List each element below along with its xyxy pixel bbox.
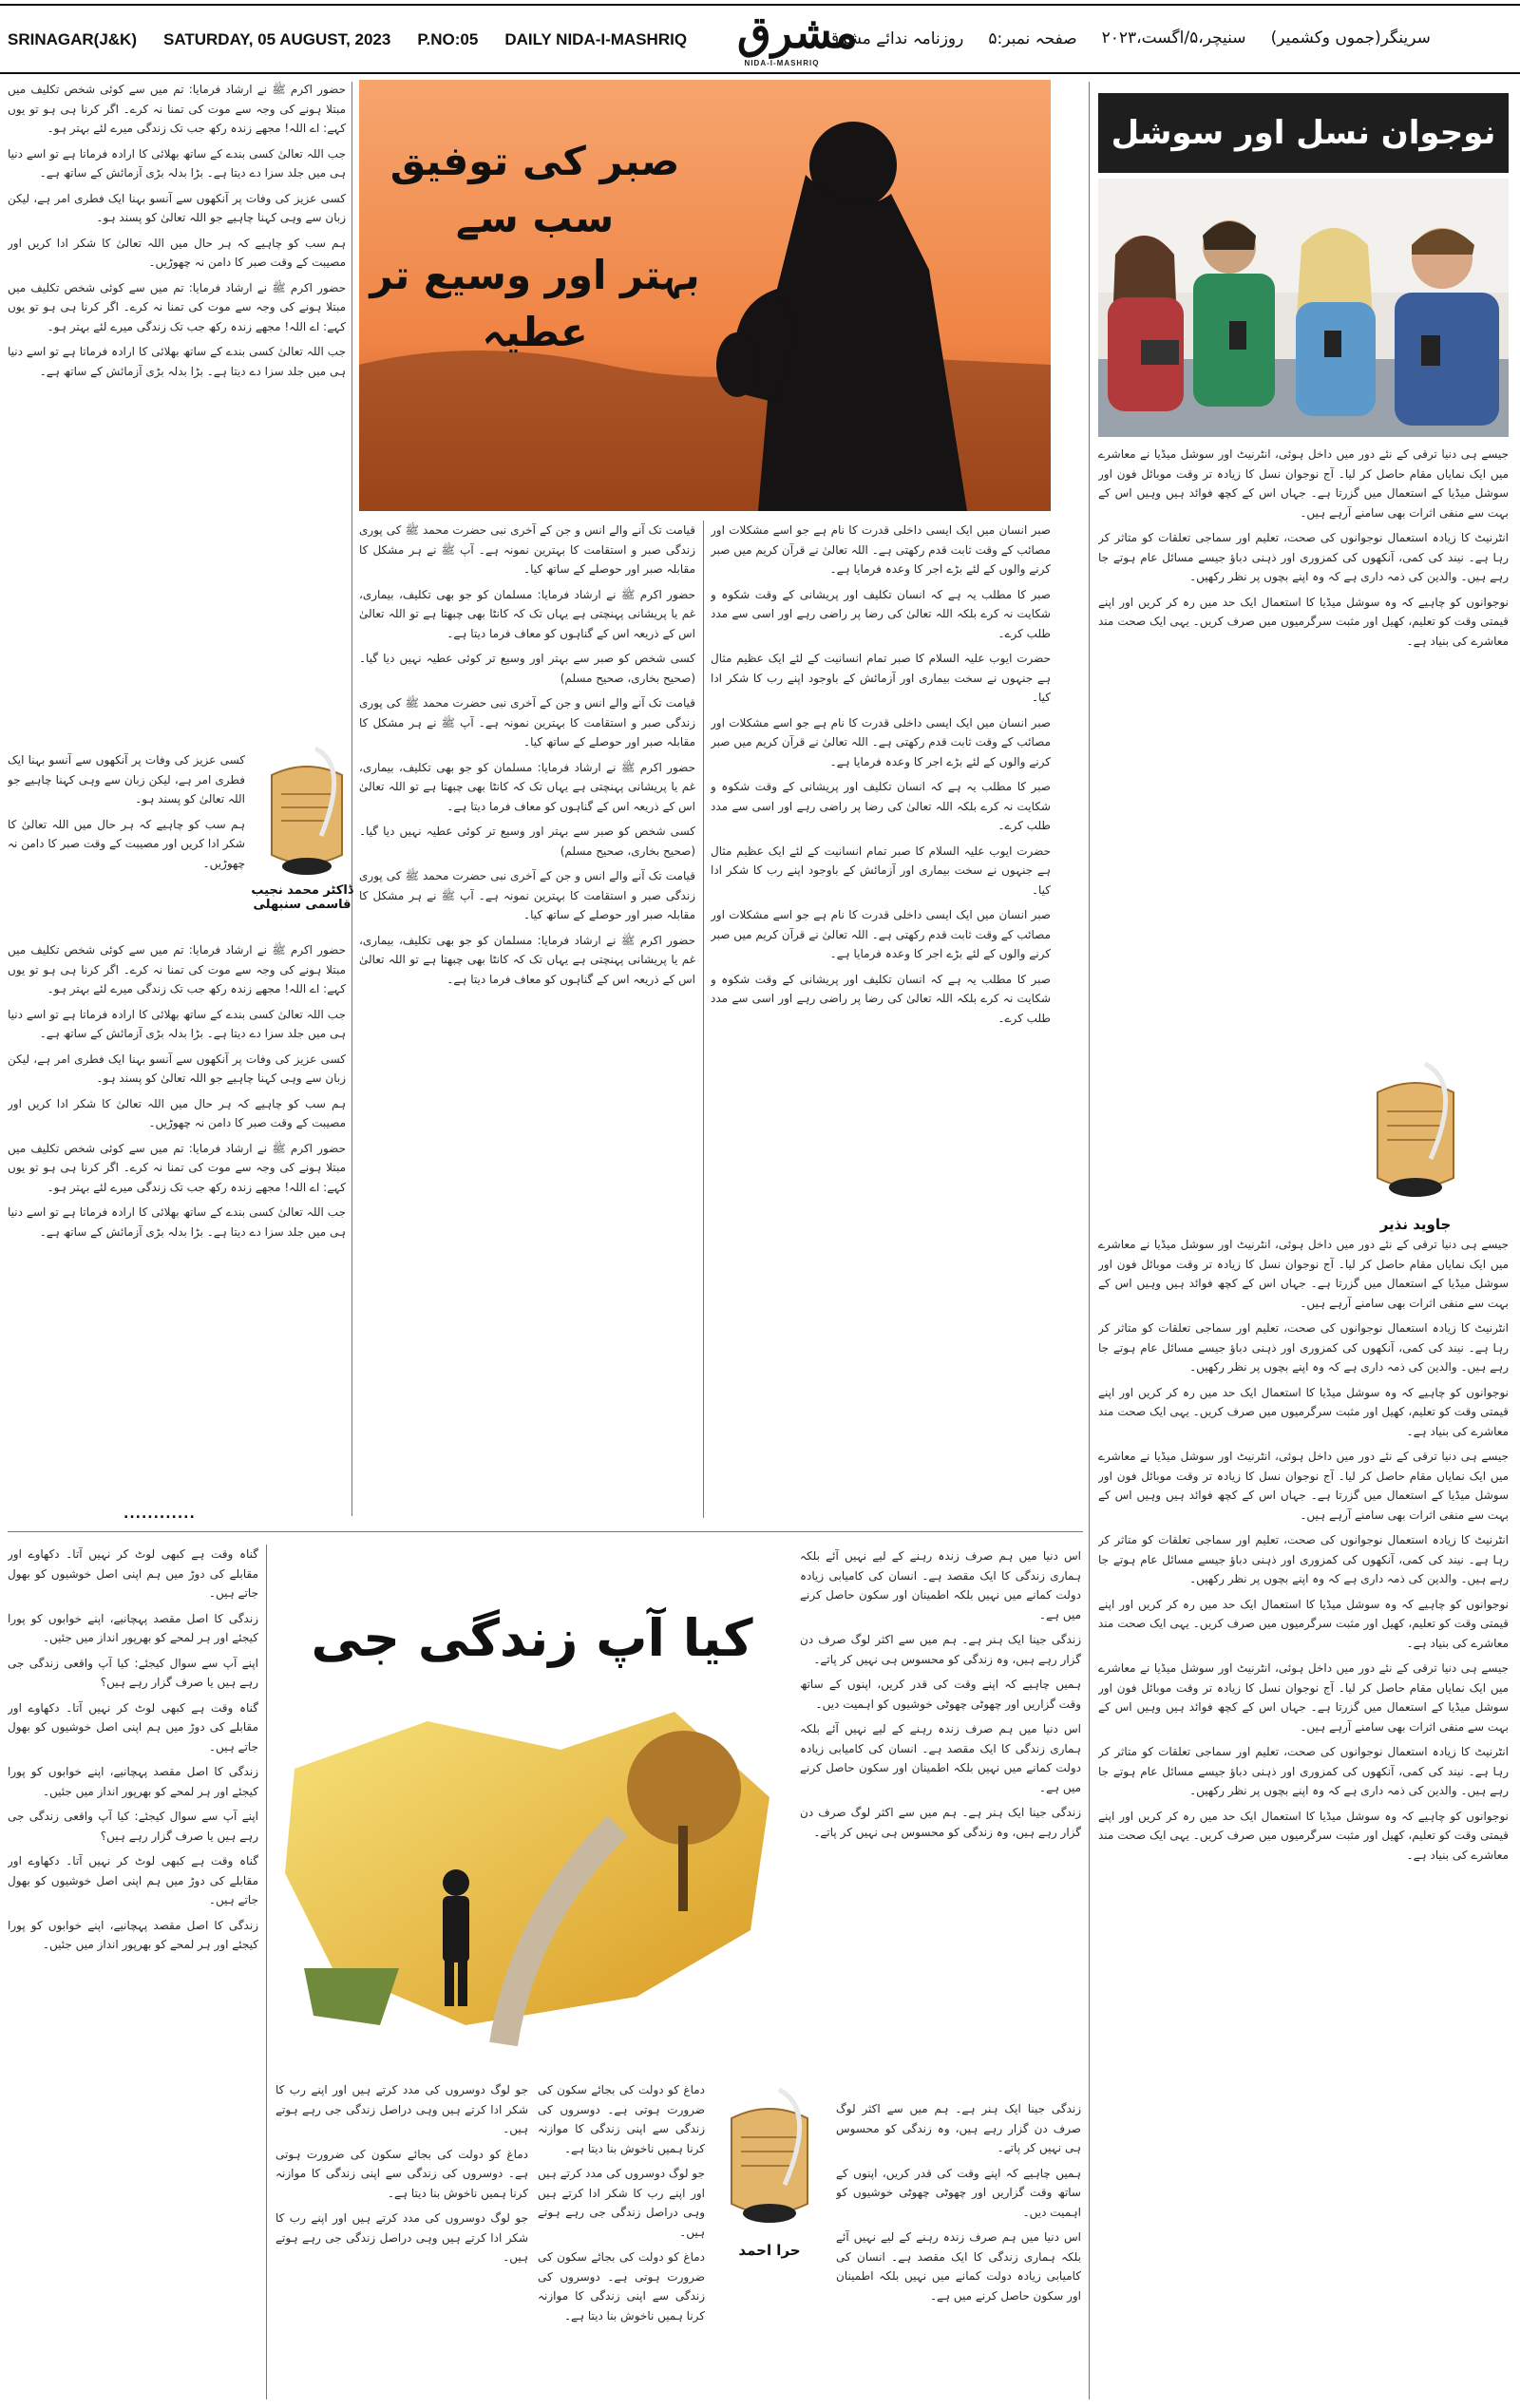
section-divider [8, 1531, 1083, 1532]
life-paragraph: گناہ وقت ہے کبھی لوٹ کر نہیں آتا۔ دکھاوے اور مقابلے کی دوڑ میں ہم اپنی اصل خوشیوں کو بھول جاتے ہیں۔ [8, 1700, 258, 1754]
author-scroll-quill-icon [255, 741, 359, 883]
youth-paragraph: جیسے ہی دنیا ترقی کے نئے دور میں داخل ہوئی، انٹرنیٹ اور سوشل میڈیا نے معاشرے میں ایک نمایاں مقام حاصل کر لیا۔ آج نوجوان نسل کا زیادہ تر وقت موبائل فون اور سوشل میڈیا کے استعمال میں گزرتا ہے۔ جہاں اس کے کچھ فوائد ہیں وہیں اس کے بہت سے منفی اثرات بھی سامنے آرہے ہیں۔ [1098, 1238, 1509, 1310]
life-paragraph: دماغ کو دولت کی بجائے سکون کی ضرورت ہوتی ہے۔ دوسروں کی زندگی سے اپنی زندگی کا موازنہ کرنا ہمیں ناخوش بنا دیتا ہے۔ [538, 2250, 705, 2323]
patience-paragraph: جب اللہ تعالیٰ کسی بندے کے ساتھ بھلائی کا ارادہ فرماتا ہے تو اسے دنیا ہی میں جلد سزا دے دیتا ہے۔ بڑا بدلہ بڑی آزمائش کے ساتھ ہے۔ [8, 345, 346, 378]
life-column-3 [8, 1545, 258, 2396]
logo-text: مشرق [737, 7, 858, 58]
masthead-date: SATURDAY, 05 AUGUST, 2023 [163, 30, 391, 48]
patience-column-1 [711, 521, 1051, 1518]
patience-paragraph: حضور اکرم ﷺ نے ارشاد فرمایا: تم میں سے کوئی شخص تکلیف میں مبتلا ہونے کی وجہ سے موت کی تمنا نہ کرے۔ اگر کرنا ہی ہو تو یوں کہے: اے اللہ! مجھے زندہ رکھ جب تک زندگی میرے لئے بہتر ہو۔ [8, 280, 346, 333]
patience-paragraph: ہم سب کو چاہیے کہ ہر حال میں اللہ تعالیٰ کا شکر ادا کریں اور مصیبت کے وقت صبر کا دامن نہ چھوڑیں۔ [8, 236, 346, 269]
patience-paragraph: کسی عزیز کی وفات پر آنکھوں سے آنسو بہنا ایک فطری امر ہے، لیکن زبان سے وہی کہنا چاہیے جو اللہ تعالیٰ کو پسند ہو۔ [8, 753, 245, 806]
patience-column-2 [359, 521, 695, 1518]
patience-paragraph: صبر انسان میں ایک ایسی داخلی قدرت کا نام ہے جو اسے مشکلات اور مصائب کے وقت ثابت قدم رکھتی ہے۔ اللہ تعالیٰ نے قرآن کریم میں صبر کرنے والوں کے لئے بڑے اجر کا وعدہ فرمایا ہے۔ [711, 908, 1051, 960]
life-paragraph: جو لوگ دوسروں کی مدد کرتے ہیں اور اپنے رب کا شکر ادا کرتے ہیں وہی دراصل زندگی جی رہے ہوتے ہیں۔ [276, 2083, 528, 2135]
patience-paragraph: حضور اکرم ﷺ نے ارشاد فرمایا: تم میں سے کوئی شخص تکلیف میں مبتلا ہونے کی وجہ سے موت کی تمنا نہ کرے۔ اگر کرنا ہی ہو تو یوں کہے: اے اللہ! مجھے زندہ رکھ جب تک زندگی میرے لئے بہتر ہو۔ [8, 1141, 346, 1194]
youth-body-bottom [1098, 1235, 1509, 2394]
masthead-place: SRINAGAR(J&K) [8, 30, 137, 48]
patience-paragraph: حضور اکرم ﷺ نے ارشاد فرمایا: تم میں سے کوئی شخص تکلیف میں مبتلا ہونے کی وجہ سے موت کی تمنا نہ کرے۔ اگر کرنا ہی ہو تو یوں کہے: اے اللہ! مجھے زندہ رکھ جب تک زندگی میرے لئے بہتر ہو۔ [8, 943, 346, 995]
patience-paragraph: جب اللہ تعالیٰ کسی بندے کے ساتھ بھلائی کا ارادہ فرماتا ہے تو اسے دنیا ہی میں جلد سزا دے دیتا ہے۔ بڑا بدلہ بڑی آزمائش کے ساتھ ہے۔ [8, 1007, 346, 1040]
patience-paragraph: قیامت تک آنے والے انس و جن کے آخری نبی حضرت محمد ﷺ کی پوری زندگی صبر و استقامت کا بہترین نمونہ ہے۔ آپ ﷺ نے ہر مشکل کا مقابلہ صبر اور حوصلے کے ساتھ کیا۔ [359, 869, 695, 921]
patience-paragraph: صبر کا مطلب یہ ہے کہ انسان تکلیف اور پریشانی کے وقت شکوہ و شکایت نہ کرے بلکہ اللہ تعالیٰ کی رضا پر راضی رہے اور اسی سے مدد طلب کرے۔ [711, 587, 1051, 640]
teenagers-with-phones-illustration [1098, 179, 1509, 437]
patience-paragraph: جب اللہ تعالیٰ کسی بندے کے ساتھ بھلائی کا ارادہ فرماتا ہے تو اسے دنیا ہی میں جلد سزا دے دیتا ہے۔ بڑا بدلہ بڑی آزمائش کے ساتھ ہے۔ [8, 1205, 346, 1239]
patience-paragraph: کسی شخص کو صبر سے بہتر اور وسیع تر کوئی عطیہ نہیں دیا گیا۔ (صحیح بخاری، صحیح مسلم) [359, 825, 695, 858]
masthead-bottom-rule [0, 72, 1520, 74]
patience-headline-line1: صبر کی توفیق سب سے [390, 138, 680, 241]
life-paragraph: ہمیں چاہیے کہ اپنے وقت کی قدر کریں، اپنوں کے ساتھ وقت گزاریں اور چھوٹی چھوٹی خوشیوں کو اہمیت دیں۔ [836, 2166, 1081, 2219]
life-paragraph: زندگی کا اصل مقصد پہچانیے، اپنے خوابوں کو پورا کیجئے اور ہر لمحے کو بھرپور انداز میں جئیں۔ [8, 1765, 258, 1798]
youth-paragraph: نوجوانوں کو چاہیے کہ وہ سوشل میڈیا کا استعمال ایک حد میں رہ کر کریں اور اپنے قیمتی وقت کو تعلیم، کھیل اور مثبت سرگرمیوں میں صرف کریں۔ یہی ایک صحت مند معاشرے کی بنیاد ہے۔ [1098, 1597, 1509, 1650]
masthead-urdu [826, 28, 1510, 48]
patience-paragraph: صبر انسان میں ایک ایسی داخلی قدرت کا نام ہے جو اسے مشکلات اور مصائب کے وقت ثابت قدم رکھتی ہے۔ اللہ تعالیٰ نے قرآن کریم میں صبر کرنے والوں کے لئے بڑے اجر کا وعدہ فرمایا ہے۔ [711, 523, 1051, 576]
masthead-paper: DAILY NIDA-I-MASHRIQ [504, 30, 688, 48]
life-paragraph: اس دنیا میں ہم صرف زندہ رہنے کے لیے نہیں آئے بلکہ ہماری زندگی کا ایک مقصد ہے۔ انسان کی کامیابی زیادہ دولت کمانے میں نہیں بلکہ اطمینان اور سکون حاصل کرنے میں ہے۔ [836, 2230, 1081, 2303]
youth-author: جاوید نذیر [1379, 1216, 1452, 1233]
patience-paragraph: حضور اکرم ﷺ نے ارشاد فرمایا: تم میں سے کوئی شخص تکلیف میں مبتلا ہونے کی وجہ سے موت کی تمنا نہ کرے۔ اگر کرنا ہی ہو تو یوں کہے: اے اللہ! مجھے زندہ رکھ جب تک زندگی میرے لئے بہتر ہو۔ [8, 83, 346, 135]
patience-paragraph: صبر کا مطلب یہ ہے کہ انسان تکلیف اور پریشانی کے وقت شکوہ و شکایت نہ کرے بلکہ اللہ تعالیٰ کی رضا پر راضی رہے اور اسی سے مدد طلب کرے۔ [711, 780, 1051, 832]
patience-paragraph: صبر کا مطلب یہ ہے کہ انسان تکلیف اور پریشانی کے وقت شکوہ و شکایت نہ کرے بلکہ اللہ تعالیٰ کی رضا پر راضی رہے اور اسی سے مدد طلب کرے۔ [711, 972, 1051, 1025]
life-paragraph: زندگی جینا ایک ہنر ہے۔ ہم میں سے اکثر لوگ صرف دن گزار رہے ہیں، وہ زندگی کو محسوس ہی نہیں کر پاتے۔ [800, 1633, 1081, 1666]
youth-paragraph: انٹرنیٹ کا زیادہ استعمال نوجوانوں کی صحت، تعلیم اور سماجی تعلقات کو متاثر کر رہا ہے۔ نیند کی کمی، آنکھوں کی کمزوری اور ذہنی دباؤ جیسے مسائل عام ہوتے جا رہے ہیں۔ والدین کی ذمہ داری ہے کہ وہ اپنے بچوں پر نظر رکھیں۔ [1098, 531, 1509, 583]
patience-headline [369, 133, 701, 361]
life-paragraph: زندگی کا اصل مقصد پہچانیے، اپنے خوابوں کو پورا کیجئے اور ہر لمحے کو بھرپور انداز میں جئیں۔ [8, 1918, 258, 1951]
masthead-place-urdu: سرینگر(جموں وکشمیر) [1270, 28, 1431, 47]
life-paragraph: اس دنیا میں ہم صرف زندہ رہنے کے لیے نہیں آئے بلکہ ہماری زندگی کا ایک مقصد ہے۔ انسان کی کامیابی زیادہ دولت کمانے میں نہیں بلکہ اطمینان اور سکون حاصل کرنے میں ہے۔ [800, 1549, 1081, 1621]
patience-author: ڈاکٹر محمد نجیب قاسمی سنبھلی [251, 883, 353, 912]
life-paragraph: اس دنیا میں ہم صرف زندہ رہنے کے لیے نہیں آئے بلکہ ہماری زندگی کا ایک مقصد ہے۔ انسان کی کامیابی زیادہ دولت کمانے میں نہیں بلکہ اطمینان اور سکون حاصل کرنے میں ہے۔ [800, 1722, 1081, 1794]
patience-column-3-bottom [8, 940, 346, 1501]
youth-paragraph: انٹرنیٹ کا زیادہ استعمال نوجوانوں کی صحت، تعلیم اور سماجی تعلقات کو متاثر کر رہا ہے۔ نیند کی کمی، آنکھوں کی کمزوری اور ذہنی دباؤ جیسے مسائل عام ہوتے جا رہے ہیں۔ والدین کی ذمہ داری ہے کہ وہ اپنے بچوں پر نظر رکھیں۔ [1098, 1321, 1509, 1374]
life-paragraph: زندگی جینا ایک ہنر ہے۔ ہم میں سے اکثر لوگ صرف دن گزار رہے ہیں، وہ زندگی کو محسوس ہی نہیں کر پاتے۔ [800, 1806, 1081, 1839]
author-scroll-quill-icon [1358, 1054, 1472, 1206]
youth-paragraph: نوجوانوں کو چاہیے کہ وہ سوشل میڈیا کا استعمال ایک حد میں رہ کر کریں اور اپنے قیمتی وقت کو تعلیم، کھیل اور مثبت سرگرمیوں میں صرف کریں۔ یہی ایک صحت مند معاشرے کی بنیاد ہے۔ [1098, 1385, 1509, 1438]
youth-paragraph: نوجوانوں کو چاہیے کہ وہ سوشل میڈیا کا استعمال ایک حد میں رہ کر کریں اور اپنے قیمتی وقت کو تعلیم، کھیل اور مثبت سرگرمیوں میں صرف کریں۔ یہی ایک صحت مند معاشرے کی بنیاد ہے۔ [1098, 595, 1509, 648]
life-paragraph: ہمیں چاہیے کہ اپنے وقت کی قدر کریں، اپنوں کے ساتھ وقت گزاریں اور چھوٹی چھوٹی خوشیوں کو اہمیت دیں۔ [800, 1678, 1081, 1711]
patience-paragraph: حضرت ایوب علیہ السلام کا صبر تمام انسانیت کے لئے ایک عظیم مثال ہے جنہوں نے سخت بیماری اور آزمائش کے باوجود اپنے رب کا شکر ادا کیا۔ [711, 652, 1051, 704]
man-on-road-illustration [276, 1683, 788, 2063]
life-paragraph: زندگی جینا ایک ہنر ہے۔ ہم میں سے اکثر لوگ صرف دن گزار رہے ہیں، وہ زندگی کو محسوس ہی نہیں کر پاتے۔ [836, 2102, 1081, 2154]
youth-headline: نوجوان نسل اور سوشل [1111, 114, 1496, 152]
patience-column-3-wrap [8, 750, 245, 921]
life-paragraph: جو لوگ دوسروں کی مدد کرتے ہیں اور اپنے رب کا شکر ادا کرتے ہیں وہی دراصل زندگی جی رہے ہوتے ہیں۔ [276, 2211, 528, 2264]
life-road-photo [276, 1683, 788, 2063]
column-divider [266, 1545, 267, 2399]
youth-paragraph: انٹرنیٹ کا زیادہ استعمال نوجوانوں کی صحت، تعلیم اور سماجی تعلقات کو متاثر کر رہا ہے۔ نیند کی کمی، آنکھوں کی کمزوری اور ذہنی دباؤ جیسے مسائل عام ہوتے جا رہے ہیں۔ والدین کی ذمہ داری ہے کہ وہ اپنے بچوں پر نظر رکھیں۔ [1098, 1533, 1509, 1585]
masthead-page: P.NO:05 [417, 30, 479, 48]
youth-paragraph: جیسے ہی دنیا ترقی کے نئے دور میں داخل ہوئی، انٹرنیٹ اور سوشل میڈیا نے معاشرے میں ایک نمایاں مقام حاصل کر لیا۔ آج نوجوان نسل کا زیادہ تر وقت موبائل فون اور سوشل میڈیا کے استعمال میں گزرتا ہے۔ جہاں اس کے کچھ فوائد ہیں وہیں اس کے بہت سے منفی اثرات بھی سامنے آرہے ہیں۔ [1098, 1661, 1509, 1734]
patience-paragraph: جب اللہ تعالیٰ کسی بندے کے ساتھ بھلائی کا ارادہ فرماتا ہے تو اسے دنیا ہی میں جلد سزا دے دیتا ہے۔ بڑا بدلہ بڑی آزمائش کے ساتھ ہے۔ [8, 146, 346, 180]
column-divider [703, 521, 704, 1518]
youth-headline-box [1098, 93, 1509, 173]
patience-paragraph: ہم سب کو چاہیے کہ ہر حال میں اللہ تعالیٰ کا شکر ادا کریں اور مصیبت کے وقت صبر کا دامن نہ چھوڑیں۔ [8, 817, 245, 870]
life-column-2 [538, 2080, 705, 2394]
patience-column-3-top [8, 80, 346, 745]
patience-paragraph: ہم سب کو چاہیے کہ ہر حال میں اللہ تعالیٰ کا شکر ادا کریں اور مصیبت کے وقت صبر کا دامن نہ چھوڑیں۔ [8, 1096, 346, 1129]
life-column-1-bottom [836, 2099, 1081, 2394]
youth-paragraph: نوجوانوں کو چاہیے کہ وہ سوشل میڈیا کا استعمال ایک حد میں رہ کر کریں اور اپنے قیمتی وقت کو تعلیم، کھیل اور مثبت سرگرمیوں میں صرف کریں۔ یہی ایک صحت مند معاشرے کی بنیاد ہے۔ [1098, 1809, 1509, 1862]
life-headline: کیا آپ زندگی جی [311, 1608, 753, 1668]
youth-body-top [1098, 445, 1509, 1052]
life-paragraph: گناہ وقت ہے کبھی لوٹ کر نہیں آتا۔ دکھاوے اور مقابلے کی دوڑ میں ہم اپنی اصل خوشیوں کو بھول جاتے ہیں۔ [8, 1547, 258, 1600]
patience-headline-line2: بہتر اور وسیع تر عطیہ [370, 252, 700, 355]
newspaper-logo [737, 6, 858, 74]
youth-phones-photo [1098, 179, 1509, 437]
life-author: حرا احمد [738, 2242, 801, 2259]
youth-paragraph: جیسے ہی دنیا ترقی کے نئے دور میں داخل ہوئی، انٹرنیٹ اور سوشل میڈیا نے معاشرے میں ایک نمایاں مقام حاصل کر لیا۔ آج نوجوان نسل کا زیادہ تر وقت موبائل فون اور سوشل میڈیا کے استعمال میں گزرتا ہے۔ جہاں اس کے کچھ فوائد ہیں وہیں اس کے بہت سے منفی اثرات بھی سامنے آرہے ہیں۔ [1098, 447, 1509, 520]
life-paragraph: اپنے آپ سے سوال کیجئے: کیا آپ واقعی زندگی جی رہے ہیں یا صرف گزار رہے ہیں؟ [8, 1810, 258, 1843]
life-column-1 [800, 1546, 1081, 2088]
life-paragraph: اپنے آپ سے سوال کیجئے: کیا آپ واقعی زندگی جی رہے ہیں یا صرف گزار رہے ہیں؟ [8, 1656, 258, 1689]
author-scroll-quill-icon [712, 2080, 826, 2232]
patience-paragraph: حضور اکرم ﷺ نے ارشاد فرمایا: مسلمان کو جو بھی تکلیف، بیماری، غم یا پریشانی پہنچتی ہے یہاں تک کہ کانٹا بھی چبھتا ہے تو اللہ تعالیٰ اس کے ذریعہ اس کے گناہوں کو معاف فرما دیتا ہے۔ [359, 760, 695, 813]
life-paragraph: دماغ کو دولت کی بجائے سکون کی ضرورت ہوتی ہے۔ دوسروں کی زندگی سے اپنی زندگی کا موازنہ کرنا ہمیں ناخوش بنا دیتا ہے۔ [538, 2083, 705, 2155]
patience-paragraph: کسی عزیز کی وفات پر آنکھوں سے آنسو بہنا ایک فطری امر ہے، لیکن زبان سے وہی کہنا چاہیے جو اللہ تعالیٰ کو پسند ہو۔ [8, 191, 346, 224]
patience-paragraph: قیامت تک آنے والے انس و جن کے آخری نبی حضرت محمد ﷺ کی پوری زندگی صبر و استقامت کا بہترین نمونہ ہے۔ آپ ﷺ نے ہر مشکل کا مقابلہ صبر اور حوصلے کے ساتھ کیا۔ [359, 523, 695, 576]
logo-subtitle: NIDA-I-MASHRIQ [744, 59, 820, 67]
youth-paragraph: جیسے ہی دنیا ترقی کے نئے دور میں داخل ہوئی، انٹرنیٹ اور سوشل میڈیا نے معاشرے میں ایک نمایاں مقام حاصل کر لیا۔ آج نوجوان نسل کا زیادہ تر وقت موبائل فون اور سوشل میڈیا کے استعمال میں گزرتا ہے۔ جہاں اس کے کچھ فوائد ہیں وہیں اس کے بہت سے منفی اثرات بھی سامنے آرہے ہیں۔ [1098, 1450, 1509, 1522]
column-divider [1089, 82, 1090, 2399]
masthead-english [8, 30, 730, 49]
life-paragraph: گناہ وقت ہے کبھی لوٹ کر نہیں آتا۔ دکھاوے اور مقابلے کی دوڑ میں ہم اپنی اصل خوشیوں کو بھول جاتے ہیں۔ [8, 1854, 258, 1906]
masthead-date-urdu: سنیچر،۵/اگست،۲۰۲۳ [1101, 28, 1246, 47]
article-end-dots: ............ [124, 1507, 196, 1522]
patience-paragraph: حضور اکرم ﷺ نے ارشاد فرمایا: مسلمان کو جو بھی تکلیف، بیماری، غم یا پریشانی پہنچتی ہے یہاں تک کہ کانٹا بھی چبھتا ہے تو اللہ تعالیٰ اس کے ذریعہ اس کے گناہوں کو معاف فرما دیتا ہے۔ [359, 587, 695, 640]
patience-paragraph: قیامت تک آنے والے انس و جن کے آخری نبی حضرت محمد ﷺ کی پوری زندگی صبر و استقامت کا بہترین نمونہ ہے۔ آپ ﷺ نے ہر مشکل کا مقابلہ صبر اور حوصلے کے ساتھ کیا۔ [359, 696, 695, 749]
life-paragraph: دماغ کو دولت کی بجائے سکون کی ضرورت ہوتی ہے۔ دوسروں کی زندگی سے اپنی زندگی کا موازنہ کرنا ہمیں ناخوش بنا دیتا ہے۔ [276, 2147, 528, 2200]
life-paragraph: جو لوگ دوسروں کی مدد کرتے ہیں اور اپنے رب کا شکر ادا کرتے ہیں وہی دراصل زندگی جی رہے ہوتے ہیں۔ [538, 2167, 705, 2239]
youth-paragraph: انٹرنیٹ کا زیادہ استعمال نوجوانوں کی صحت، تعلیم اور سماجی تعلقات کو متاثر کر رہا ہے۔ نیند کی کمی، آنکھوں کی کمزوری اور ذہنی دباؤ جیسے مسائل عام ہوتے جا رہے ہیں۔ والدین کی ذمہ داری ہے کہ وہ اپنے بچوں پر نظر رکھیں۔ [1098, 1745, 1509, 1797]
life-paragraph: زندگی کا اصل مقصد پہچانیے، اپنے خوابوں کو پورا کیجئے اور ہر لمحے کو بھرپور انداز میں جئیں۔ [8, 1611, 258, 1644]
life-column-2b [276, 2080, 528, 2394]
masthead-paper-urdu: روزنامہ ندائے مشرق [826, 29, 964, 48]
masthead-page-urdu: صفحہ نمبر:۵ [988, 29, 1077, 48]
patience-paragraph: صبر انسان میں ایک ایسی داخلی قدرت کا نام ہے جو اسے مشکلات اور مصائب کے وقت ثابت قدم رکھتی ہے۔ اللہ تعالیٰ نے قرآن کریم میں صبر کرنے والوں کے لئے بڑے اجر کا وعدہ فرمایا ہے۔ [711, 715, 1051, 768]
patience-paragraph: حضور اکرم ﷺ نے ارشاد فرمایا: مسلمان کو جو بھی تکلیف، بیماری، غم یا پریشانی پہنچتی ہے یہاں تک کہ کانٹا بھی چبھتا ہے تو اللہ تعالیٰ اس کے ذریعہ اس کے گناہوں کو معاف فرما دیتا ہے۔ [359, 933, 695, 986]
patience-paragraph: حضرت ایوب علیہ السلام کا صبر تمام انسانیت کے لئے ایک عظیم مثال ہے جنہوں نے سخت بیماری اور آزمائش کے باوجود اپنے رب کا شکر ادا کیا۔ [711, 844, 1051, 897]
patience-paragraph: کسی عزیز کی وفات پر آنکھوں سے آنسو بہنا ایک فطری امر ہے، لیکن زبان سے وہی کہنا چاہیے جو اللہ تعالیٰ کو پسند ہو۔ [8, 1052, 346, 1085]
patience-paragraph: کسی شخص کو صبر سے بہتر اور وسیع تر کوئی عطیہ نہیں دیا گیا۔ (صحیح بخاری، صحیح مسلم) [359, 652, 695, 685]
